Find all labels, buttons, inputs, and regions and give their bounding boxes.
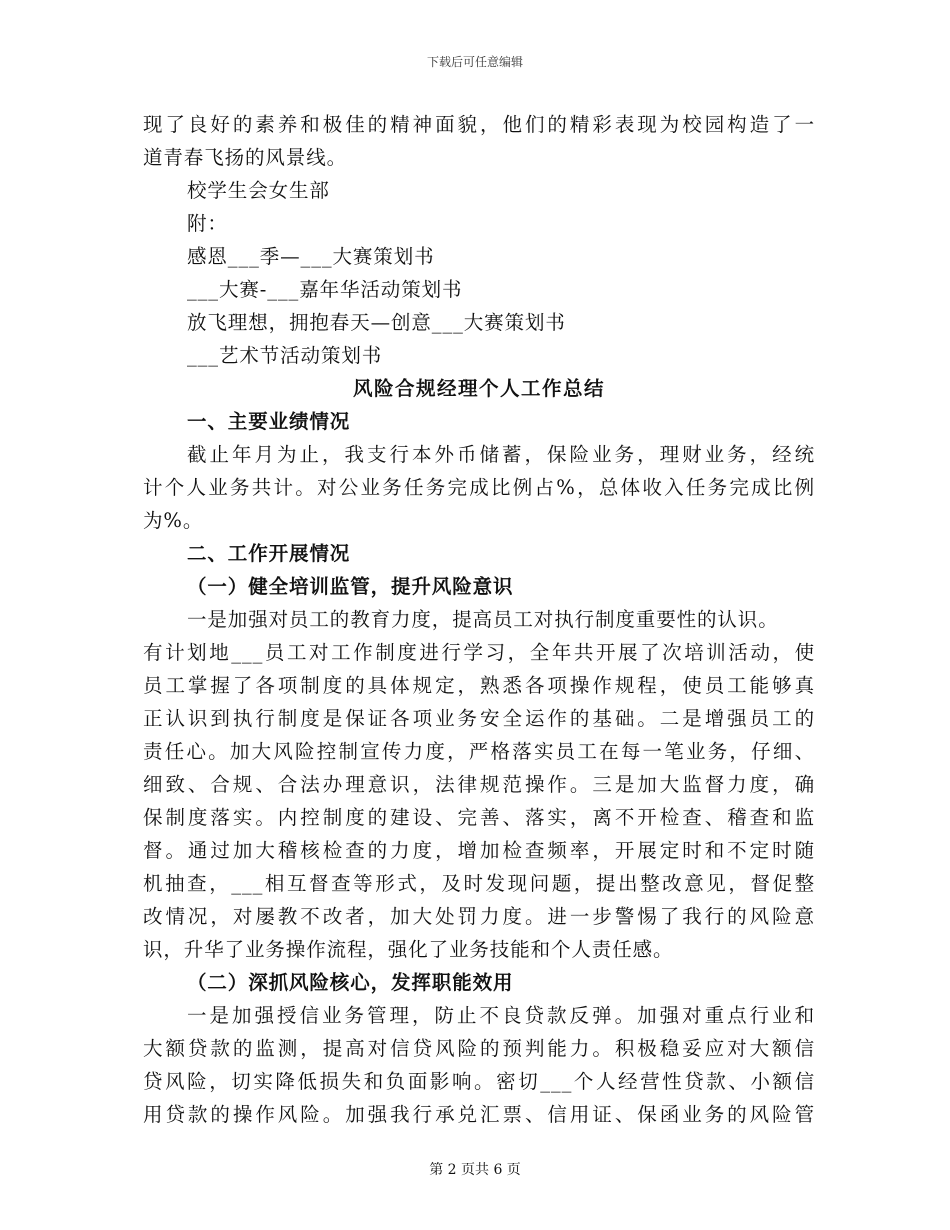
page-number: 第 2 页共 6 页 [429, 1162, 521, 1178]
signature-line: 校学生会女生部 [187, 179, 330, 202]
attachment-item: 感恩___季—___大赛策划书 [187, 245, 435, 268]
paragraph-line: 员工掌握了各项制度的具体规定，熟悉各项操作规程，使员工能够真 [143, 674, 815, 697]
document-title: 风险合规经理个人工作总结 [352, 377, 605, 400]
paragraph-line: 识，升华了业务操作流程，强化了业务技能和个人责任感。 [143, 938, 674, 961]
page-header-note: 下载后可任意编辑 [426, 55, 523, 69]
attachment-item: ___大赛-___嘉年华活动策划书 [187, 278, 463, 301]
paragraph-line: 现了良好的素养和极佳的精神面貌，他们的精彩表现为校园构造了一 [143, 113, 815, 136]
subsection-heading: （二）深抓风险核心，发挥职能效用 [187, 971, 514, 994]
paragraph-line: 改情况，对屡教不改者，加大处罚力度。进一步警惕了我行的风险意 [143, 905, 815, 928]
paragraph-line: 为%。 [143, 509, 204, 532]
attachment-item: 放飞理想，拥抱春天—创意___大赛策划书 [187, 311, 566, 334]
paragraph-line: 责任心。加大风险控制宣传力度，严格落实员工在每一笔业务，仔细、 [143, 740, 815, 763]
paragraph-line: 正认识到执行制度是保证各项业务安全运作的基础。二是增强员工的 [143, 707, 815, 730]
paragraph-line: 贷风险，切实降低损失和负面影响。密切___个人经营性贷款、小额信 [143, 1070, 815, 1093]
paragraph-line: 道青春飞扬的风景线。 [143, 146, 348, 169]
section-heading: 二、工作开展情况 [187, 542, 351, 565]
document-body [143, 108, 815, 1131]
paragraph-line: 一是加强授信业务管理，防止不良贷款反弹。加强对重点行业和 [187, 1004, 815, 1027]
attachment-label: 附： [187, 212, 228, 235]
paragraph-line: 大额贷款的监测，提高对信贷风险的预判能力。积极稳妥应对大额信 [143, 1037, 815, 1060]
subsection-heading: （一）健全培训监管，提升风险意识 [187, 575, 514, 598]
paragraph-line: 用贷款的操作风险。加强我行承兑汇票、信用证、保函业务的风险管 [143, 1103, 815, 1126]
paragraph-line: 机抽查，___相互督查等形式，及时发现问题，提出整改意见，督促整 [143, 872, 815, 895]
paragraph-line: 细致、合规、合法办理意识，法律规范操作。三是加大监督力度，确 [143, 773, 815, 796]
paragraph-line: 计个人业务共计。对公业务任务完成比例占%，总体收入任务完成比例 [143, 476, 815, 499]
paragraph-line: 保制度落实。内控制度的建设、完善、落实，离不开检查、稽查和监 [143, 806, 815, 829]
paragraph-line: 截止年月为止，我支行本外币储蓄，保险业务，理财业务，经统 [187, 443, 815, 466]
paragraph-line: 有计划地___员工对工作制度进行学习，全年共开展了次培训活动，使 [143, 641, 815, 664]
paragraph-line: 一是加强对员工的教育力度，提高员工对执行制度重要性的认识。 [187, 608, 779, 631]
attachment-item: ___艺术节活动策划书 [187, 344, 383, 367]
section-heading: 一、主要业绩情况 [187, 410, 351, 433]
paragraph-line: 督。通过加大稽核检查的力度，增加检查频率，开展定时和不定时随 [143, 839, 815, 862]
